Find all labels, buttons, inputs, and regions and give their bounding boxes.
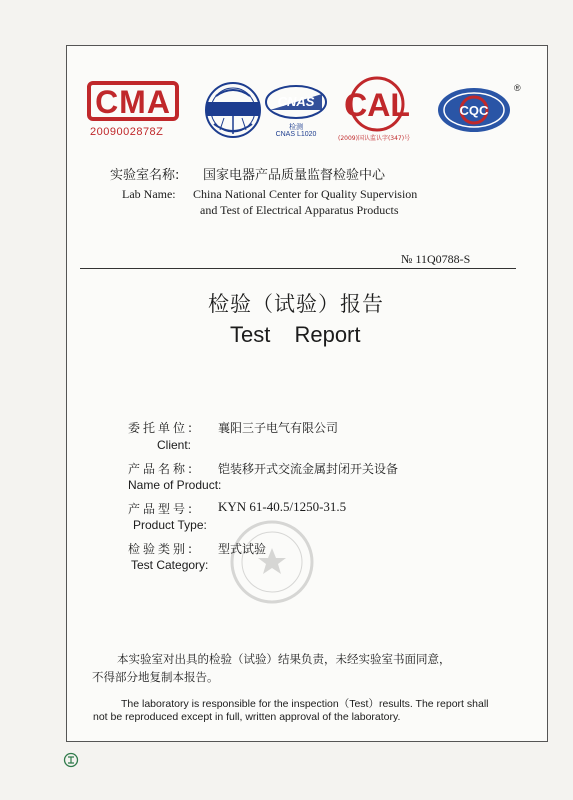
seal-mark-icon bbox=[63, 752, 79, 768]
cal-caption: (2009)国认监认字(347)号 bbox=[338, 135, 411, 142]
product-type-label-cn: 产品型号: bbox=[128, 502, 196, 516]
notice-cn-line1: 本实验室对出具的检验（试验）结果负责，未经实验室书面同意， bbox=[117, 652, 451, 666]
margin-seal bbox=[63, 752, 79, 768]
stamp-icon bbox=[228, 518, 316, 606]
product-name-label-cn: 产品名称: bbox=[128, 462, 196, 476]
test-category-label-en: Test Category: bbox=[131, 558, 209, 572]
globe-seal-icon bbox=[202, 80, 264, 140]
svg-text:CNAS: CNAS bbox=[277, 94, 315, 109]
document-frame bbox=[66, 45, 548, 742]
svg-text:CMA: CMA bbox=[95, 84, 171, 120]
svg-text:®: ® bbox=[514, 83, 521, 93]
round-seal-logo bbox=[202, 80, 264, 140]
client-label-cn: 委托单位: bbox=[128, 421, 196, 435]
cnas-caption-cn: 检测 bbox=[289, 124, 303, 131]
svg-text:CQC: CQC bbox=[459, 103, 489, 118]
product-name-value: 铠装移开式交流金属封闭开关设备 bbox=[218, 462, 399, 476]
faded-stamp bbox=[228, 518, 316, 606]
title-cn: 检验（试验）报告 bbox=[208, 292, 384, 316]
lab-name-cn: 国家电器产品质量监督检验中心 bbox=[203, 168, 386, 183]
cnas-mark-icon bbox=[264, 84, 328, 120]
notice-en-line2: not be reproduced except in full, written approval of the laboratory. bbox=[93, 711, 401, 723]
title-en: Test Report bbox=[230, 322, 361, 347]
lab-label-cn: 实验室名称: bbox=[110, 168, 180, 183]
test-category-value: 型式试验 bbox=[218, 542, 267, 556]
cma-logo bbox=[86, 78, 180, 140]
cnas-logo bbox=[264, 84, 328, 144]
notice-cn-line2: 不得部分地复制本报告。 bbox=[92, 670, 219, 684]
lab-name-en-line2: and Test of Electrical Apparatus Products bbox=[200, 203, 399, 217]
cma-mark-icon bbox=[86, 78, 180, 124]
lab-label-en: Lab Name: bbox=[122, 187, 176, 201]
header-rule bbox=[80, 268, 516, 269]
client-value: 襄阳三子电气有限公司 bbox=[218, 421, 339, 435]
client-label-en: Client: bbox=[157, 438, 192, 452]
lab-name-en-line1: China National Center for Quality Supervision bbox=[193, 187, 418, 201]
notice-en-line1: The laboratory is responsible for the inspection（Test）results. The report shall bbox=[121, 698, 489, 710]
product-type-value: KYN 61-40.5/1250-31.5 bbox=[218, 499, 347, 514]
svg-text:CAL: CAL bbox=[344, 87, 410, 123]
cnas-caption-en: CNAS L1020 bbox=[275, 131, 317, 138]
cal-mark-icon bbox=[336, 76, 418, 132]
test-category-label-cn: 检验类别: bbox=[128, 542, 196, 556]
cal-logo bbox=[336, 76, 418, 144]
report-number: № 11Q0788-S bbox=[401, 252, 471, 266]
cqc-mark-icon bbox=[430, 82, 522, 138]
cqc-logo bbox=[430, 82, 522, 138]
product-type-label-en: Product Type: bbox=[133, 518, 207, 532]
product-name-label-en: Name of Product: bbox=[128, 478, 222, 492]
cma-number: 2009002878Z bbox=[90, 126, 164, 138]
